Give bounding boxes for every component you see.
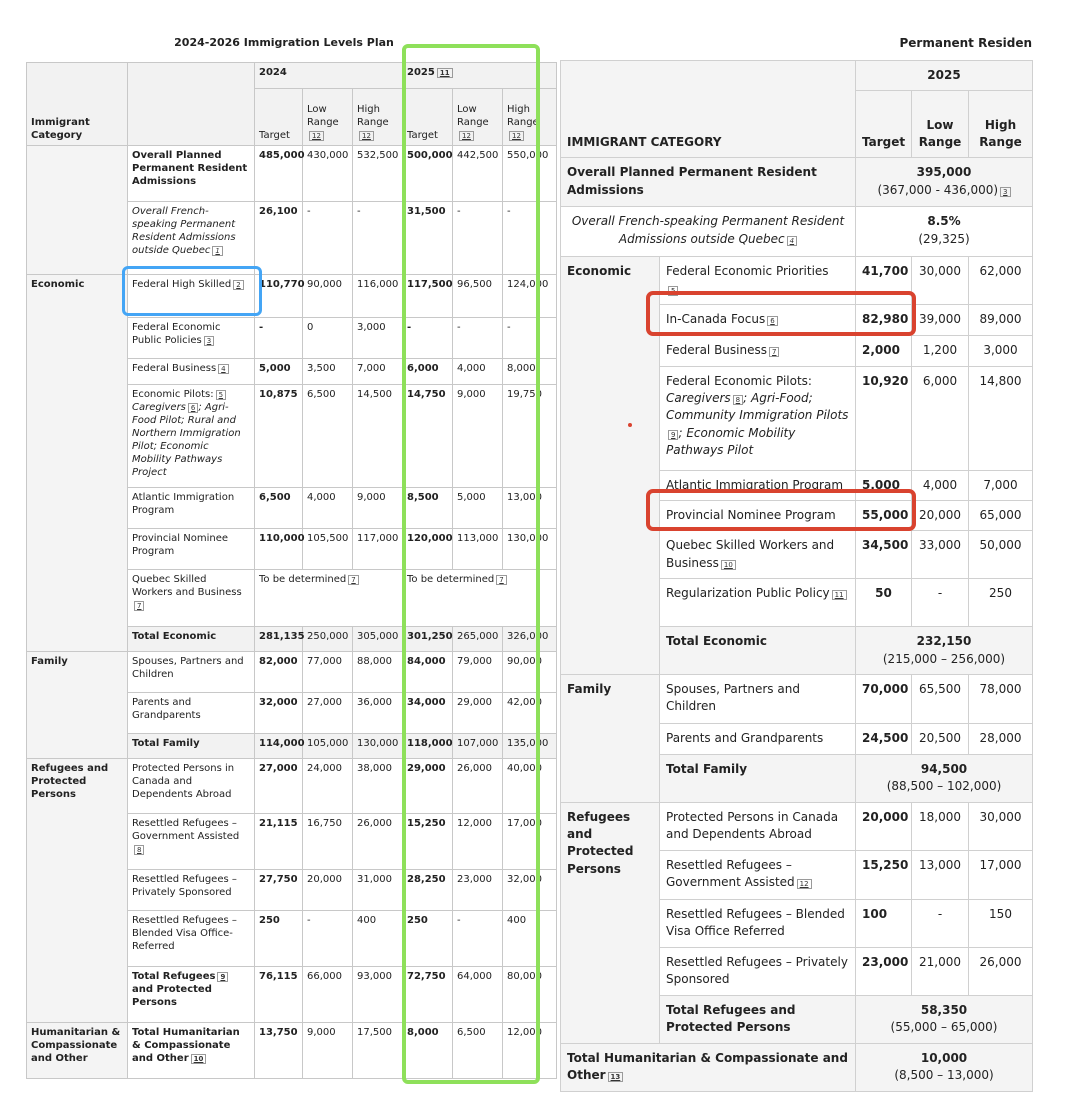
left-header-low-range: Low Range 12: [453, 89, 503, 146]
program-cell: Regularization Public Policy 11: [660, 579, 856, 627]
category-cell-family: Family: [27, 652, 128, 759]
high-2025: 150: [969, 899, 1033, 947]
low-2025: 65,500: [912, 674, 969, 723]
program-cell: Resettled Refugees – Privately Sponsored: [128, 870, 255, 911]
high-2025: 40,000: [503, 759, 557, 814]
low-2024: 3,500: [303, 359, 353, 385]
high-2025: 19,750: [503, 385, 557, 488]
high-2025: 17,000: [503, 814, 557, 870]
low-2024: 105,500: [303, 529, 353, 570]
high-2025: 30,000: [969, 802, 1033, 850]
low-2025: 20,000: [912, 500, 969, 530]
target-2025: 5,000: [856, 470, 912, 500]
low-2025: -: [453, 202, 503, 275]
program-cell: Federal Economic Pilots: Caregivers 8 ; Agri-Food; Community Immigration Pilots9 ; Economic Mobility Pathways Pilot: [660, 366, 856, 470]
footnote-link[interactable]: 7: [496, 575, 506, 585]
program-cell: Resettled Refugees – Blended Visa Office-Referred: [128, 911, 255, 967]
high-2025: 28,000: [969, 723, 1033, 754]
high-2024: 88,000: [353, 652, 403, 693]
low-2025: 6,000: [912, 366, 969, 470]
target-2025: 10,920: [856, 366, 912, 470]
right-header-category: IMMIGRANT CATEGORY: [561, 61, 856, 158]
footnote-link[interactable]: 12: [309, 131, 324, 141]
footnote-link[interactable]: 7: [348, 575, 358, 585]
target-2024: 281,135: [255, 627, 303, 652]
right-table-title: Permanent Residen: [899, 36, 1032, 50]
high-2024: -: [353, 202, 403, 275]
right-table-wrapper: [560, 60, 1033, 1092]
target-2025: 301,250: [403, 627, 453, 652]
low-2025: 442,500: [453, 146, 503, 202]
footnote-link[interactable]: 11: [832, 590, 847, 600]
low-2025: -: [912, 899, 969, 947]
category-cell-economic: Economic: [27, 275, 128, 652]
high-2025: 12,000: [503, 1023, 557, 1079]
target-2025: 34,000: [403, 693, 453, 734]
target-2025: 15,250: [856, 850, 912, 899]
program-cell: Parents and Grandparents: [660, 723, 856, 754]
program-cell: Total Refugees 9 and Protected Persons: [128, 967, 255, 1023]
left-header-year-2024: 2024: [255, 63, 403, 89]
table-row-total: [561, 1043, 1033, 1091]
target-2024: 114,000: [255, 734, 303, 759]
low-2025: 30,000: [912, 257, 969, 305]
target-2025: 250: [403, 911, 453, 967]
high-2025: 32,000: [503, 870, 557, 911]
high-2024: 26,000: [353, 814, 403, 870]
target-2025: 23,000: [856, 947, 912, 995]
target-2025: 34,500: [856, 531, 912, 579]
program-cell: Total Family: [660, 754, 856, 802]
right-table-body: [561, 158, 1033, 1091]
program-cell: Federal Business 4: [128, 359, 255, 385]
category-cell-humanitarian: Humanitarian & Compassionate and Other: [27, 1023, 128, 1079]
footnote-link[interactable]: 4: [787, 236, 797, 246]
low-2024: 250,000: [303, 627, 353, 652]
target-2025: 31,500: [403, 202, 453, 275]
target-2024: 110,000: [255, 529, 303, 570]
program-cell: Economic Pilots: 5 Caregivers 6 ; Agri-Food Pilot; Rural and Northern Immigration Pilot; Economic Mobility Pathways Project: [128, 385, 255, 488]
program-cell: Total Economic: [128, 627, 255, 652]
high-2025: 42,000: [503, 693, 557, 734]
left-header-low-range: Low Range 12: [303, 89, 353, 146]
target-2025: 117,500: [403, 275, 453, 318]
target-2025: 14,750: [403, 385, 453, 488]
program-cell: Overall Planned Permanent Resident Admissions: [128, 146, 255, 202]
low-2024: 77,000: [303, 652, 353, 693]
target-2025: -: [403, 318, 453, 359]
target-2024: 27,750: [255, 870, 303, 911]
program-cell: Atlantic Immigration Program: [128, 488, 255, 529]
left-table-body: [27, 146, 557, 1079]
high-2025: 130,000: [503, 529, 557, 570]
program-cell: Quebec Skilled Workers and Business 10: [660, 531, 856, 579]
low-2024: 27,000: [303, 693, 353, 734]
category-cell-refugees: Refugees and Protected Persons: [561, 802, 660, 1043]
high-2025: 124,000: [503, 275, 557, 318]
table-row: [27, 1023, 557, 1079]
high-2025: 80,000: [503, 967, 557, 1023]
program-cell: Overall French-speaking Permanent Resident Admissions outside Quebec 1: [128, 202, 255, 275]
low-2024: 6,500: [303, 385, 353, 488]
program-cell: Quebec Skilled Workers and Business 7: [128, 570, 255, 627]
target-2024: 5,000: [255, 359, 303, 385]
footnote-link[interactable]: 10: [721, 560, 736, 570]
target-2025: 8,500: [403, 488, 453, 529]
low-2025: 64,000: [453, 967, 503, 1023]
target-2025: 82,980: [856, 305, 912, 336]
low-2025: 265,000: [453, 627, 503, 652]
high-2024: 116,000: [353, 275, 403, 318]
footnote-link[interactable]: 6: [767, 316, 777, 326]
french-value: 8.5% (29,325): [856, 207, 1033, 257]
category-cell-economic: Economic: [561, 257, 660, 675]
table-row: [27, 652, 557, 693]
high-2025: 8,000: [503, 359, 557, 385]
high-2025: 3,000: [969, 336, 1033, 366]
high-2025: 17,000: [969, 850, 1033, 899]
target-2024: 10,875: [255, 385, 303, 488]
target-2025: 6,000: [403, 359, 453, 385]
low-2025: 5,000: [453, 488, 503, 529]
left-header-target: Target: [403, 89, 453, 146]
target-2024: 82,000: [255, 652, 303, 693]
low-2025: -: [453, 318, 503, 359]
left-header-high-range: High Range 12: [503, 89, 557, 146]
low-2025: 23,000: [453, 870, 503, 911]
low-2024: -: [303, 202, 353, 275]
high-2024: 31,000: [353, 870, 403, 911]
program-cell: Total Humanitarian & Compassionate and Other 10: [128, 1023, 255, 1079]
footnote-link[interactable]: 9: [668, 430, 678, 440]
high-2024: 36,000: [353, 693, 403, 734]
program-cell: Federal High Skilled 2: [128, 275, 255, 318]
high-2025: 550,000: [503, 146, 557, 202]
program-cell: Parents and Grandparents: [128, 693, 255, 734]
high-2024: 93,000: [353, 967, 403, 1023]
program-cell: Resettled Refugees – Government Assisted 8: [128, 814, 255, 870]
footnote-link[interactable]: 8: [134, 845, 144, 855]
high-2024: 38,000: [353, 759, 403, 814]
high-2025: 14,800: [969, 366, 1033, 470]
program-cell: Protected Persons in Canada and Dependents Abroad: [660, 802, 856, 850]
high-2025: 326,000: [503, 627, 557, 652]
low-2024: 0: [303, 318, 353, 359]
target-2025: 2,000: [856, 336, 912, 366]
target-2024: 6,500: [255, 488, 303, 529]
target-2024: 250: [255, 911, 303, 967]
table-row: [27, 146, 557, 202]
left-table-wrapper: [26, 62, 557, 1079]
low-2024: 430,000: [303, 146, 353, 202]
french-label: Overall French-speaking Permanent Resident Admissions outside Quebec 4: [561, 207, 856, 257]
table-row: [561, 257, 1033, 305]
program-cell: Protected Persons in Canada and Dependents Abroad: [128, 759, 255, 814]
left-header-program: [128, 63, 255, 146]
low-2025: 79,000: [453, 652, 503, 693]
high-2025: 62,000: [969, 257, 1033, 305]
program-cell: In-Canada Focus 6: [660, 305, 856, 336]
total-refugees-value: 58,350 (55,000 – 65,000): [856, 995, 1033, 1043]
high-2025: 135,000: [503, 734, 557, 759]
target-2025: 20,000: [856, 802, 912, 850]
overall-label: Overall Planned Permanent Resident Admissions: [561, 158, 856, 207]
right-levels-table: [560, 60, 1033, 1092]
target-2024: 110,770: [255, 275, 303, 318]
program-cell: Resettled Refugees – Privately Sponsored: [660, 947, 856, 995]
footnote-link[interactable]: 1: [212, 246, 222, 256]
footnote-link[interactable]: 12: [459, 131, 474, 141]
target-2025: 84,000: [403, 652, 453, 693]
target-2025: 29,000: [403, 759, 453, 814]
low-2025: 9,000: [453, 385, 503, 488]
table-row: [561, 674, 1033, 723]
high-2025: 400: [503, 911, 557, 967]
target-2025: 55,000: [856, 500, 912, 530]
table-row: [27, 275, 557, 318]
annotation-dot: [628, 423, 632, 427]
low-2025: 26,000: [453, 759, 503, 814]
target-2024: 26,100: [255, 202, 303, 275]
high-2024: 305,000: [353, 627, 403, 652]
high-2024: 400: [353, 911, 403, 967]
low-2025: 1,200: [912, 336, 969, 366]
left-table-title: 2024-2026 Immigration Levels Plan: [174, 36, 394, 49]
high-2025: 78,000: [969, 674, 1033, 723]
target-2024: 21,115: [255, 814, 303, 870]
target-2025: 8,000: [403, 1023, 453, 1079]
low-2024: 20,000: [303, 870, 353, 911]
high-2024: 532,500: [353, 146, 403, 202]
target-2025: 70,000: [856, 674, 912, 723]
high-2025: 65,000: [969, 500, 1033, 530]
target-2025: 24,500: [856, 723, 912, 754]
right-header-year: 2025: [856, 61, 1033, 91]
target-2025: 500,000: [403, 146, 453, 202]
target-2025: 100: [856, 899, 912, 947]
target-2025: 41,700: [856, 257, 912, 305]
footnote-link[interactable]: 12: [359, 131, 374, 141]
footnote-link[interactable]: 5: [668, 286, 678, 296]
target-2025: 50: [856, 579, 912, 627]
category-cell-refugees: Refugees and Protected Persons: [27, 759, 128, 1023]
low-2025: 107,000: [453, 734, 503, 759]
humanitarian-label: Total Humanitarian & Compassionate and Other 13: [561, 1043, 856, 1091]
right-header-high-range: High Range: [969, 91, 1033, 158]
high-2024: 9,000: [353, 488, 403, 529]
table-row: [561, 158, 1033, 207]
target-2025: 28,250: [403, 870, 453, 911]
left-header-year-2025: 2025 11: [403, 63, 557, 89]
high-2025: 250: [969, 579, 1033, 627]
program-cell: Atlantic Immigration Program: [660, 470, 856, 500]
high-2025: 7,000: [969, 470, 1033, 500]
high-2024: 117,000: [353, 529, 403, 570]
category-cell-family: Family: [561, 674, 660, 802]
high-2025: 13,000: [503, 488, 557, 529]
low-2025: 4,000: [912, 470, 969, 500]
footnote-link[interactable]: 13: [608, 1072, 624, 1082]
low-2025: 113,000: [453, 529, 503, 570]
program-cell: Resettled Refugees – Government Assisted 12: [660, 850, 856, 899]
footnote-link[interactable]: 8: [733, 395, 743, 405]
program-cell: Provincial Nominee Program: [128, 529, 255, 570]
permanent-residents-2025-panel: [560, 30, 1032, 1092]
low-2024: 16,750: [303, 814, 353, 870]
footnote-link[interactable]: 7: [134, 601, 144, 611]
program-cell: Total Economic: [660, 627, 856, 675]
high-2025: 90,000: [503, 652, 557, 693]
right-header-low-range: Low Range: [912, 91, 969, 158]
footnote-link[interactable]: 7: [769, 347, 779, 357]
footnote-link[interactable]: 6: [188, 403, 198, 413]
footnote-link[interactable]: 12: [797, 879, 812, 889]
program-cell: Spouses, Partners and Children: [128, 652, 255, 693]
low-2025: 33,000: [912, 531, 969, 579]
low-2024: 24,000: [303, 759, 353, 814]
table-row: [27, 759, 557, 814]
high-2025: 26,000: [969, 947, 1033, 995]
footnote-link[interactable]: 2: [233, 280, 243, 290]
target-2024: 76,115: [255, 967, 303, 1023]
humanitarian-value: 10,000 (8,500 – 13,000): [856, 1043, 1033, 1091]
footnote-link[interactable]: 3: [204, 336, 214, 346]
tbd-2025: To be determined 7: [403, 570, 557, 627]
total-economic-value: 232,150 (215,000 – 256,000): [856, 627, 1033, 675]
high-2024: 3,000: [353, 318, 403, 359]
category-cell: [27, 146, 128, 275]
high-2024: 17,500: [353, 1023, 403, 1079]
target-2024: 32,000: [255, 693, 303, 734]
low-2025: 96,500: [453, 275, 503, 318]
left-header-target: Target: [255, 89, 303, 146]
target-2024: 27,000: [255, 759, 303, 814]
target-2024: -: [255, 318, 303, 359]
low-2024: 4,000: [303, 488, 353, 529]
high-2025: -: [503, 318, 557, 359]
high-2024: 130,000: [353, 734, 403, 759]
low-2025: 4,000: [453, 359, 503, 385]
footnote-link[interactable]: 12: [509, 131, 524, 141]
low-2025: 20,500: [912, 723, 969, 754]
footnote-link[interactable]: 10: [191, 1054, 207, 1064]
target-2025: 120,000: [403, 529, 453, 570]
low-2025: -: [453, 911, 503, 967]
program-cell: Spouses, Partners and Children: [660, 674, 856, 723]
low-2025: 29,000: [453, 693, 503, 734]
low-2025: 21,000: [912, 947, 969, 995]
tbd-2024: To be determined 7: [255, 570, 403, 627]
footnote-link[interactable]: 11: [437, 68, 453, 78]
high-2024: 14,500: [353, 385, 403, 488]
left-header-category: Immigrant Category: [27, 63, 128, 146]
overall-value: 395,000 (367,000 - 436,000) 3: [856, 158, 1033, 207]
high-2025: -: [503, 202, 557, 275]
levels-plan-2024-2026-panel: [26, 30, 549, 1092]
program-cell: Federal Business 7: [660, 336, 856, 366]
program-cell: Provincial Nominee Program: [660, 500, 856, 530]
left-header-high-range: High Range 12: [353, 89, 403, 146]
left-levels-table: [26, 62, 557, 1079]
low-2025: 18,000: [912, 802, 969, 850]
program-cell: Federal Economic Priorities 5: [660, 257, 856, 305]
high-2025: 89,000: [969, 305, 1033, 336]
low-2024: 90,000: [303, 275, 353, 318]
target-2025: 72,750: [403, 967, 453, 1023]
program-cell: Resettled Refugees – Blended Visa Office Referred: [660, 899, 856, 947]
low-2025: 39,000: [912, 305, 969, 336]
low-2024: 9,000: [303, 1023, 353, 1079]
footnote-link[interactable]: 9: [217, 972, 228, 982]
target-2025: 118,000: [403, 734, 453, 759]
footnote-link[interactable]: 5: [216, 390, 226, 400]
high-2024: 7,000: [353, 359, 403, 385]
program-cell: Total Refugees and Protected Persons: [660, 995, 856, 1043]
target-2024: 13,750: [255, 1023, 303, 1079]
footnote-link[interactable]: 3: [1000, 187, 1010, 197]
low-2024: -: [303, 911, 353, 967]
low-2024: 66,000: [303, 967, 353, 1023]
right-header-target: Target: [856, 91, 912, 158]
footnote-link[interactable]: 4: [218, 364, 228, 374]
low-2025: -: [912, 579, 969, 627]
program-cell: Total Family: [128, 734, 255, 759]
low-2025: 13,000: [912, 850, 969, 899]
target-2024: 485,000: [255, 146, 303, 202]
low-2025: 6,500: [453, 1023, 503, 1079]
total-family-value: 94,500 (88,500 – 102,000): [856, 754, 1033, 802]
table-row: [561, 802, 1033, 850]
low-2025: 12,000: [453, 814, 503, 870]
high-2025: 50,000: [969, 531, 1033, 579]
program-cell: Federal Economic Public Policies 3: [128, 318, 255, 359]
table-row: [561, 207, 1033, 257]
target-2025: 15,250: [403, 814, 453, 870]
low-2024: 105,000: [303, 734, 353, 759]
